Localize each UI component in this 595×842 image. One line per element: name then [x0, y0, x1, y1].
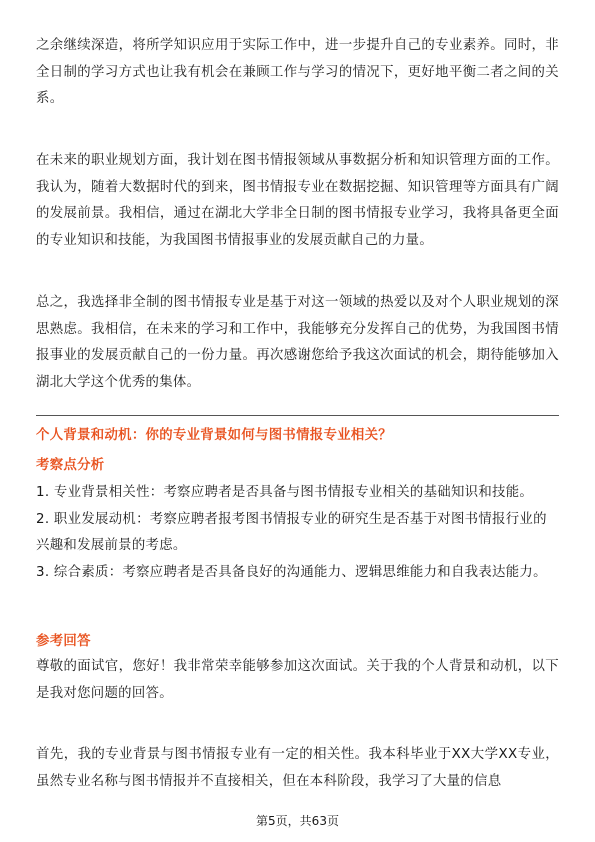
answer-heading: 参考回答 — [36, 634, 91, 649]
analysis-heading: 考察点分析 — [36, 458, 105, 473]
answer-paragraph-greeting: 尊敬的面试官，您好！我非常荣幸能够参加这次面试。关于我的个人背景和动机，以下是我对您问题的回答。 — [36, 659, 559, 701]
paragraph-conclusion: 总之，我选择非全制的图书情报专业是基于对这一领域的热爱以及对个人职业规划的深思熟虑。我相信，在未来的学习和工作中，我能够充分发挥自己的优势，为我国图书情报事业的发展贡献自己的一份力量。再次感谢您给予我这次面试的机会，期待能够加入湖北大学这个优秀的集体。 — [36, 295, 559, 390]
list-item: 1. 专业背景相关性：考察应聘者是否具备与图书情报专业相关的基础知识和技能。 — [36, 485, 534, 500]
answer-paragraph-background: 首先，我的专业背景与图书情报专业有一定的相关性。我本科毕业于XX大学XX专业，虽然专业名称与图书情报并不直接相关，但在本科阶段，我学习了大量的信息 — [36, 747, 559, 789]
question-title: 个人背景和动机：你的专业背景如何与图书情报专业相关？ — [36, 428, 392, 443]
list-item: 3. 综合素质：考察应聘者是否具备良好的沟通能力、逻辑思维能力和自我表达能力。 — [36, 564, 547, 580]
analysis-list — [36, 480, 559, 586]
section-divider — [36, 415, 559, 416]
paragraph-career-plan: 在未来的职业规划方面，我计划在图书情报领域从事数据分析和知识管理方面的工作。我认为，随着大数据时代的到来，图书情报专业在数据挖掘、知识管理等方面具有广阔的发展前景。我相信，通过在湖北大学非全日制的图书情报专业学习，我将具备更全面的专业知识和技能，为我国图书情报事业的发展贡献自己的力量。 — [36, 153, 559, 248]
page-number: 第5页，共63页 — [256, 814, 339, 828]
paragraph-continuation: 之余继续深造，将所学知识应用于实际工作中，进一步提升自己的专业素养。同时，非全日制的学习方式也让我有机会在兼顾工作与学习的情况下，更好地平衡二者之间的关系。 — [36, 38, 559, 106]
list-item: 2. 职业发展动机：考察应聘者报考图书情报专业的研究生是否基于对图书情报行业的兴趣和发展前景的考虑。 — [36, 511, 547, 553]
